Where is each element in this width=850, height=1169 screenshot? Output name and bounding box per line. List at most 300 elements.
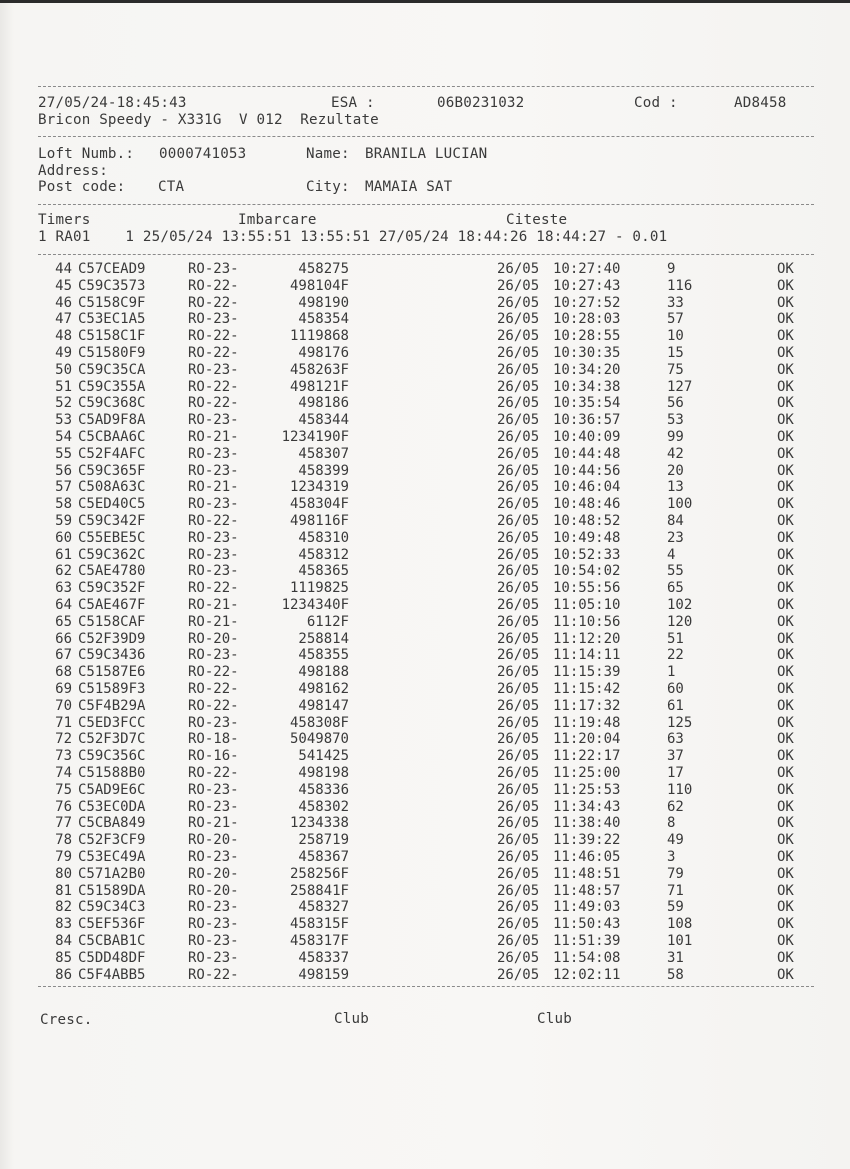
ring-country-year: RO-23- (188, 899, 239, 916)
arrival-date: 26/05 (497, 815, 540, 832)
ring-number: 458365 (298, 563, 349, 580)
arrival-time: 10:30:35 (553, 345, 621, 361)
ring-number: 458317F (289, 933, 349, 949)
arrival-time: 10:54:02 (553, 563, 621, 580)
position-value: 53 (667, 412, 684, 429)
status-value: OK (777, 849, 794, 865)
status-value: OK (777, 681, 794, 697)
status-value: OK (777, 899, 794, 916)
position-value: 56 (667, 395, 684, 412)
status-value: OK (777, 647, 794, 664)
position-value: 108 (667, 916, 693, 933)
chip-id: C5F4ABB5 (78, 966, 146, 983)
ring-country-year: RO-23- (188, 916, 239, 933)
arrival-time: 11:48:57 (553, 882, 621, 899)
arrival-time: 10:55:56 (553, 580, 621, 597)
esa-label: ESA : (331, 95, 375, 111)
ring-country-year: RO-23- (188, 933, 239, 949)
ring-country-year: RO-23- (188, 563, 239, 580)
ring-country-year: RO-22- (188, 681, 239, 697)
citeste-heading: Citeste (506, 212, 568, 228)
status-value: OK (777, 429, 794, 445)
ring-number: 498159 (298, 966, 349, 983)
row-number: 74 (55, 765, 72, 781)
status-value: OK (777, 462, 794, 479)
position-value: 120 (667, 613, 693, 630)
arrival-date: 26/05 (497, 849, 540, 865)
arrival-date: 26/05 (497, 916, 540, 933)
status-value: OK (777, 311, 794, 328)
position-value: 101 (667, 933, 693, 949)
arrival-time: 10:44:48 (553, 445, 621, 462)
status-value: OK (777, 563, 794, 580)
ring-number: 258814 (298, 630, 349, 647)
row-number: 82 (55, 899, 72, 916)
status-value: OK (777, 345, 794, 361)
row-number: 63 (55, 580, 72, 597)
arrival-time: 11:17:32 (553, 697, 621, 714)
ring-number: 498116F (289, 513, 349, 529)
arrival-date: 26/05 (497, 345, 540, 361)
chip-id: C5CBA849 (78, 815, 146, 832)
status-value: OK (777, 496, 794, 513)
divider-top (38, 86, 814, 87)
ring-country-year: RO-23- (188, 714, 239, 731)
status-value: OK (777, 949, 794, 966)
chip-id: C52F3D7C (78, 731, 146, 748)
ring-number: 498186 (298, 395, 349, 412)
ring-country-year: RO-22- (188, 277, 239, 294)
position-value: 116 (667, 277, 693, 294)
ring-number: 1234319 (289, 479, 349, 496)
club-label-1: Club (334, 1011, 369, 1027)
postcode-label: Post code: (38, 179, 126, 195)
ring-number: 1119825 (289, 580, 349, 597)
status-value: OK (777, 933, 794, 949)
arrival-date: 26/05 (497, 277, 540, 294)
row-number: 46 (55, 294, 72, 311)
arrival-time: 10:28:55 (553, 328, 621, 345)
ring-country-year: RO-23- (188, 361, 239, 378)
ring-number: 1234338 (289, 815, 349, 832)
ring-country-year: RO-18- (188, 731, 239, 748)
position-value: 51 (667, 630, 684, 647)
arrival-date: 26/05 (497, 865, 540, 882)
row-number: 59 (55, 513, 72, 529)
arrival-time: 11:15:39 (553, 664, 621, 681)
arrival-time: 11:38:40 (553, 815, 621, 832)
arrival-date: 26/05 (497, 781, 540, 798)
ring-country-year: RO-22- (188, 513, 239, 529)
ring-country-year: RO-23- (188, 949, 239, 966)
ring-number: 458302 (298, 798, 349, 815)
status-value: OK (777, 378, 794, 395)
ring-country-year: RO-23- (188, 849, 239, 865)
ring-country-year: RO-22- (188, 328, 239, 345)
row-number: 86 (55, 966, 72, 983)
ring-number: 458355 (298, 647, 349, 664)
ring-number: 458307 (298, 445, 349, 462)
arrival-date: 26/05 (497, 546, 540, 563)
ring-country-year: RO-23- (188, 781, 239, 798)
status-value: OK (777, 664, 794, 681)
ring-number: 458327 (298, 899, 349, 916)
arrival-time: 10:40:09 (553, 429, 621, 445)
arrival-time: 10:48:46 (553, 496, 621, 513)
ring-number: 458354 (298, 311, 349, 328)
position-value: 13 (667, 479, 684, 496)
chip-id: C53EC1A5 (78, 311, 146, 328)
chip-id: C5158C1F (78, 328, 146, 345)
chip-id: C55EBE5C (78, 529, 146, 546)
chip-id: C59C355A (78, 378, 146, 395)
city-label: City: (306, 179, 350, 195)
ring-country-year: RO-23- (188, 647, 239, 664)
ring-country-year: RO-20- (188, 630, 239, 647)
timers-heading: Timers (38, 212, 91, 228)
arrival-date: 26/05 (497, 378, 540, 395)
row-number: 80 (55, 865, 72, 882)
position-value: 60 (667, 681, 684, 697)
chip-id: C59C3436 (78, 647, 146, 664)
arrival-date: 26/05 (497, 681, 540, 697)
cod-label: Cod : (634, 95, 678, 111)
chip-id: C5AD9E6C (78, 781, 146, 798)
status-value: OK (777, 529, 794, 546)
chip-id: C5EF536F (78, 916, 146, 933)
cresc-label: Cresc. (40, 1012, 93, 1028)
ring-country-year: RO-20- (188, 882, 239, 899)
ring-country-year: RO-22- (188, 765, 239, 781)
ring-country-year: RO-22- (188, 378, 239, 395)
arrival-date: 26/05 (497, 429, 540, 445)
chip-id: C53EC49A (78, 849, 146, 865)
arrival-time: 11:50:43 (553, 916, 621, 933)
ring-number: 458337 (298, 949, 349, 966)
ring-number: 258841F (289, 882, 349, 899)
status-value: OK (777, 261, 794, 277)
row-number: 67 (55, 647, 72, 664)
row-number: 57 (55, 479, 72, 496)
arrival-time: 12:02:11 (553, 966, 621, 983)
chip-id: C5CBAA6C (78, 429, 146, 445)
chip-id: C59C352F (78, 580, 146, 597)
position-value: 99 (667, 429, 684, 445)
position-value: 125 (667, 714, 693, 731)
position-value: 15 (667, 345, 684, 361)
chip-id: C51589DA (78, 882, 146, 899)
chip-id: C59C3573 (78, 277, 146, 294)
chip-id: C571A2B0 (78, 865, 146, 882)
status-value: OK (777, 748, 794, 765)
position-value: 102 (667, 597, 693, 613)
row-number: 69 (55, 681, 72, 697)
ring-country-year: RO-23- (188, 529, 239, 546)
arrival-time: 11:22:17 (553, 748, 621, 765)
ring-number: 458336 (298, 781, 349, 798)
chip-id: C53EC0DA (78, 798, 146, 815)
row-number: 47 (55, 311, 72, 328)
chip-id: C59C365F (78, 462, 146, 479)
arrival-date: 26/05 (497, 529, 540, 546)
arrival-date: 26/05 (497, 748, 540, 765)
ring-country-year: RO-23- (188, 445, 239, 462)
row-number: 60 (55, 529, 72, 546)
chip-id: C59C362C (78, 546, 146, 563)
row-number: 65 (55, 613, 72, 630)
row-number: 81 (55, 882, 72, 899)
status-value: OK (777, 277, 794, 294)
arrival-time: 10:44:56 (553, 462, 621, 479)
ring-number: 258719 (298, 832, 349, 849)
arrival-time: 11:10:56 (553, 613, 621, 630)
arrival-date: 26/05 (497, 597, 540, 613)
status-value: OK (777, 815, 794, 832)
chip-id: C5AE4780 (78, 563, 146, 580)
arrival-date: 26/05 (497, 462, 540, 479)
arrival-time: 11:12:20 (553, 630, 621, 647)
ring-number: 458344 (298, 412, 349, 429)
row-number: 58 (55, 496, 72, 513)
status-value: OK (777, 597, 794, 613)
arrival-time: 11:25:53 (553, 781, 621, 798)
ring-number: 498147 (298, 697, 349, 714)
arrival-date: 26/05 (497, 647, 540, 664)
position-value: 17 (667, 765, 684, 781)
status-value: OK (777, 613, 794, 630)
arrival-date: 26/05 (497, 479, 540, 496)
chip-id: C51587E6 (78, 664, 146, 681)
row-number: 50 (55, 361, 72, 378)
ring-number: 458315F (289, 916, 349, 933)
chip-id: C59C34C3 (78, 899, 146, 916)
chip-id: C59C356C (78, 748, 146, 765)
ring-country-year: RO-22- (188, 294, 239, 311)
chip-id: C52F39D9 (78, 630, 146, 647)
row-number: 73 (55, 748, 72, 765)
chip-id: C5DD48DF (78, 949, 146, 966)
position-value: 1 (667, 664, 676, 681)
divider-bottom (38, 986, 814, 987)
row-number: 75 (55, 781, 72, 798)
arrival-time: 10:34:20 (553, 361, 621, 378)
status-value: OK (777, 445, 794, 462)
ring-country-year: RO-22- (188, 345, 239, 361)
status-value: OK (777, 412, 794, 429)
imbarcare-heading: Imbarcare (238, 212, 317, 228)
ring-country-year: RO-22- (188, 395, 239, 412)
ring-country-year: RO-23- (188, 311, 239, 328)
divider-header (38, 136, 814, 137)
position-value: 84 (667, 513, 684, 529)
position-value: 4 (667, 546, 676, 563)
ring-number: 1234190F (281, 429, 349, 445)
arrival-time: 11:48:51 (553, 865, 621, 882)
arrival-time: 11:05:10 (553, 597, 621, 613)
chip-id: C59C368C (78, 395, 146, 412)
arrival-date: 26/05 (497, 361, 540, 378)
arrival-date: 26/05 (497, 563, 540, 580)
postcode-value: CTA (158, 179, 185, 195)
club-label-2: Club (537, 1011, 572, 1027)
position-value: 33 (667, 294, 684, 311)
row-number: 51 (55, 378, 72, 395)
arrival-date: 26/05 (497, 731, 540, 748)
row-number: 53 (55, 412, 72, 429)
owner-name: BRANILA LUCIAN (365, 146, 488, 162)
position-value: 9 (667, 261, 676, 277)
arrival-time: 10:27:40 (553, 261, 621, 277)
status-value: OK (777, 731, 794, 748)
row-number: 56 (55, 462, 72, 479)
status-value: OK (777, 546, 794, 563)
ring-country-year: RO-23- (188, 496, 239, 513)
position-value: 42 (667, 445, 684, 462)
row-number: 76 (55, 798, 72, 815)
arrival-time: 10:48:52 (553, 513, 621, 529)
arrival-time: 11:20:04 (553, 731, 621, 748)
row-number: 79 (55, 849, 72, 865)
position-value: 22 (667, 647, 684, 664)
ring-number: 498198 (298, 765, 349, 781)
status-value: OK (777, 781, 794, 798)
row-number: 83 (55, 916, 72, 933)
row-number: 66 (55, 630, 72, 647)
status-value: OK (777, 882, 794, 899)
cod-value: AD8458 (734, 95, 787, 111)
status-value: OK (777, 361, 794, 378)
row-number: 68 (55, 664, 72, 681)
ring-number: 458312 (298, 546, 349, 563)
arrival-date: 26/05 (497, 261, 540, 277)
position-value: 49 (667, 832, 684, 849)
chip-id: C5ED3FCC (78, 714, 146, 731)
status-value: OK (777, 865, 794, 882)
arrival-time: 10:35:54 (553, 395, 621, 412)
position-value: 62 (667, 798, 684, 815)
position-value: 63 (667, 731, 684, 748)
arrival-time: 11:14:11 (553, 647, 621, 664)
status-value: OK (777, 697, 794, 714)
ring-country-year: RO-23- (188, 261, 239, 277)
chip-id: C51580F9 (78, 345, 146, 361)
row-number: 55 (55, 445, 72, 462)
position-value: 61 (667, 697, 684, 714)
row-number: 54 (55, 429, 72, 445)
ring-number: 458275 (298, 261, 349, 277)
position-value: 57 (667, 311, 684, 328)
loft-label: Loft Numb.: (38, 146, 135, 162)
ring-number: 498162 (298, 681, 349, 697)
row-number: 61 (55, 546, 72, 563)
arrival-date: 26/05 (497, 798, 540, 815)
row-number: 64 (55, 597, 72, 613)
ring-number: 541425 (298, 748, 349, 765)
chip-id: C52F3CF9 (78, 832, 146, 849)
ring-country-year: RO-23- (188, 412, 239, 429)
status-value: OK (777, 479, 794, 496)
ring-country-year: RO-21- (188, 815, 239, 832)
row-number: 78 (55, 832, 72, 849)
arrival-time: 10:27:52 (553, 294, 621, 311)
row-number: 85 (55, 949, 72, 966)
ring-number: 458304F (289, 496, 349, 513)
esa-value: 06B0231032 (437, 95, 525, 111)
position-value: 59 (667, 899, 684, 916)
ring-country-year: RO-22- (188, 580, 239, 597)
position-value: 23 (667, 529, 684, 546)
arrival-time: 10:46:04 (553, 479, 621, 496)
ring-country-year: RO-20- (188, 865, 239, 882)
arrival-time: 10:34:38 (553, 378, 621, 395)
chip-id: C52F4AFC (78, 445, 146, 462)
ring-number: 458263F (289, 361, 349, 378)
arrival-date: 26/05 (497, 580, 540, 597)
status-value: OK (777, 294, 794, 311)
chip-id: C5158CAF (78, 613, 146, 630)
arrival-date: 26/05 (497, 496, 540, 513)
arrival-time: 10:52:33 (553, 546, 621, 563)
arrival-time: 11:25:00 (553, 765, 621, 781)
position-value: 31 (667, 949, 684, 966)
ring-number: 458399 (298, 462, 349, 479)
ring-country-year: RO-22- (188, 966, 239, 983)
status-value: OK (777, 916, 794, 933)
ring-country-year: RO-16- (188, 748, 239, 765)
status-value: OK (777, 765, 794, 781)
arrival-date: 26/05 (497, 933, 540, 949)
position-value: 71 (667, 882, 684, 899)
arrival-date: 26/05 (497, 328, 540, 345)
arrival-time: 11:15:42 (553, 681, 621, 697)
arrival-time: 11:46:05 (553, 849, 621, 865)
arrival-date: 26/05 (497, 714, 540, 731)
chip-id: C5AE467F (78, 597, 146, 613)
ring-country-year: RO-21- (188, 597, 239, 613)
arrival-date: 26/05 (497, 966, 540, 983)
arrival-date: 26/05 (497, 664, 540, 681)
row-number: 62 (55, 563, 72, 580)
position-value: 79 (667, 865, 684, 882)
row-number: 70 (55, 697, 72, 714)
chip-id: C5AD9F8A (78, 412, 146, 429)
status-value: OK (777, 513, 794, 529)
position-value: 3 (667, 849, 676, 865)
row-number: 77 (55, 815, 72, 832)
ring-country-year: RO-23- (188, 546, 239, 563)
arrival-date: 26/05 (497, 412, 540, 429)
device-line: Bricon Speedy - X331G V 012 Rezultate (38, 112, 379, 128)
arrival-time: 11:19:48 (553, 714, 621, 731)
chip-id: C5F4B29A (78, 697, 146, 714)
arrival-date: 26/05 (497, 294, 540, 311)
arrival-date: 26/05 (497, 513, 540, 529)
arrival-time: 10:27:43 (553, 277, 621, 294)
report-datetime: 27/05/24-18:45:43 (38, 95, 187, 111)
timer-record-line: 1 RA01 1 25/05/24 13:55:51 13:55:51 27/05/24 18:44:26 18:44:27 - 0.01 (38, 229, 668, 245)
arrival-date: 26/05 (497, 630, 540, 647)
arrival-time: 11:54:08 (553, 949, 621, 966)
ring-country-year: RO-21- (188, 613, 239, 630)
arrival-date: 26/05 (497, 697, 540, 714)
arrival-time: 11:51:39 (553, 933, 621, 949)
arrival-time: 11:49:03 (553, 899, 621, 916)
chip-id: C5158C9F (78, 294, 146, 311)
arrival-date: 26/05 (497, 832, 540, 849)
arrival-date: 26/05 (497, 395, 540, 412)
status-value: OK (777, 328, 794, 345)
ring-country-year: RO-20- (188, 832, 239, 849)
